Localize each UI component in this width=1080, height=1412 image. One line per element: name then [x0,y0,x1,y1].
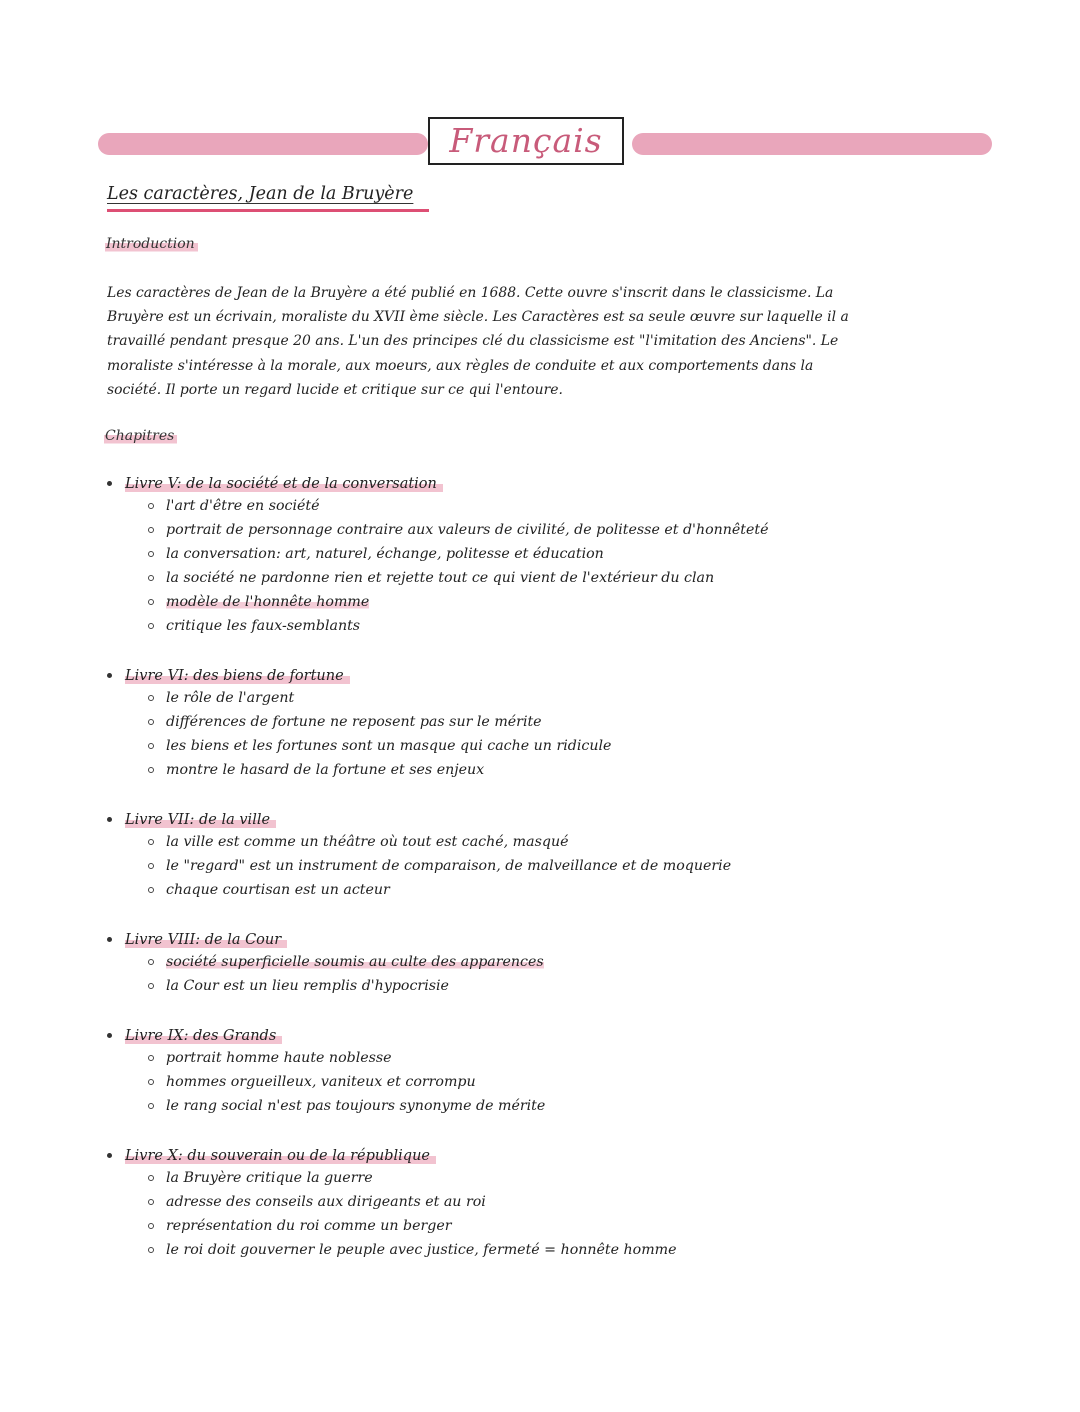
circle-bullet-icon [148,1103,154,1109]
list-item [147,1190,677,1214]
subject-title: Français [449,121,603,160]
circle-bullet-icon [148,1247,154,1253]
chapter-title: Livre VIII: de la Cour [125,930,287,950]
list-item [147,1166,677,1190]
list-item [147,1070,545,1094]
banner-bar-left [98,133,428,155]
intro-line: société. Il porte un regard lucide et critique sur ce qui l'entoure. [107,381,563,398]
item-text: la Bruyère critique la guerre [166,1170,373,1186]
list-item [147,734,611,758]
item-text: l'art d'être en société [166,498,320,514]
chapter-title: Livre VII: de la ville [125,810,276,830]
circle-bullet-icon [148,695,154,701]
circle-bullet-icon [148,743,154,749]
circle-bullet-icon [148,623,154,629]
item-text: la Cour est un lieu remplis d'hypocrisie [166,978,449,994]
list-item [147,1238,677,1262]
item-text: critique les faux-semblants [166,618,361,634]
title-underline [107,209,429,212]
introduction-heading: Introduction [105,235,198,253]
item-text: le roi doit gouverner le peuple avec justice, fermeté = honnête homme [166,1242,677,1258]
circle-bullet-icon [148,887,154,893]
item-text: le "regard" est un instrument de comparaison, de malveillance et de moquerie [166,858,732,874]
item-text: modèle de l'honnête homme [166,594,370,610]
chapter-items [147,830,731,902]
document-title: Les caractères, Jean de la Bruyère [107,184,414,204]
circle-bullet-icon [148,527,154,533]
bullet-icon [107,937,112,942]
circle-bullet-icon [148,1223,154,1229]
item-text: la conversation: art, naturel, échange, politesse et éducation [166,546,604,562]
list-item [147,710,611,734]
item-text: chaque courtisan est un acteur [166,882,390,898]
introduction-paragraph [107,281,987,402]
circle-bullet-icon [148,767,154,773]
circle-bullet-icon [148,1175,154,1181]
circle-bullet-icon [148,599,154,605]
list-item [147,878,731,902]
list-item [147,542,769,566]
item-text: adresse des conseils aux dirigeants et au roi [166,1194,486,1210]
list-item [147,1046,545,1070]
circle-bullet-icon [148,839,154,845]
bullet-icon [107,1033,112,1038]
circle-bullet-icon [148,575,154,581]
list-item [147,590,769,614]
chapter-items [147,1166,677,1262]
chapter-items [147,1046,545,1118]
chapter-title: Livre VI: des biens de fortune [125,666,350,686]
circle-bullet-icon [148,1079,154,1085]
bullet-icon [107,817,112,822]
circle-bullet-icon [148,1055,154,1061]
chapter-items [147,950,544,998]
list-item [147,566,769,590]
item-text: représentation du roi comme un berger [166,1218,452,1234]
list-item [147,950,544,974]
list-item [147,758,611,782]
bullet-icon [107,673,112,678]
item-text: montre le hasard de la fortune et ses enjeux [166,762,485,778]
intro-line: Les caractères de Jean de la Bruyère a été publié en 1688. Cette ouvre s'inscrit dans le classicisme. La [107,285,834,301]
list-item [147,686,611,710]
circle-bullet-icon [148,551,154,557]
subject-title-box [428,117,624,165]
item-text: différences de fortune ne reposent pas sur le mérite [166,714,542,730]
list-item [147,974,544,998]
item-text: le rang social n'est pas toujours synonyme de mérite [166,1098,546,1114]
item-text: la société ne pardonne rien et rejette tout ce qui vient de l'extérieur du clan [166,570,715,586]
circle-bullet-icon [148,503,154,509]
list-item [147,494,769,518]
chapter-title: Livre V: de la société et de la conversation [125,474,443,494]
list-item [147,1214,677,1238]
item-text: hommes orgueilleux, vaniteux et corrompu [166,1074,476,1090]
list-item [147,1094,545,1118]
banner-bar-right [632,133,992,155]
circle-bullet-icon [148,863,154,869]
list-item [147,518,769,542]
list-item [147,830,731,854]
bullet-icon [107,481,112,486]
chapter-title: Livre IX: des Grands [125,1026,282,1046]
chapter-title: Livre X: du souverain ou de la république [125,1146,436,1166]
circle-bullet-icon [148,719,154,725]
circle-bullet-icon [148,983,154,989]
item-text: société superficielle soumis au culte des apparences [166,954,544,970]
item-text: les biens et les fortunes sont un masque qui cache un ridicule [166,738,612,754]
intro-line: travaillé pendant presque 20 ans. L'un des principes clé du classicisme est "l'imitation des Anciens". Le [107,333,839,350]
chapter-items [147,494,769,638]
item-text: portrait de personnage contraire aux valeurs de civilité, de politesse et d'honnêteté [166,522,769,538]
bullet-icon [107,1153,112,1158]
circle-bullet-icon [148,1199,154,1205]
chapters-heading: Chapitres [104,427,177,445]
list-item [147,854,731,878]
item-text: la ville est comme un théâtre où tout est caché, masqué [166,834,569,850]
list-item [147,614,769,638]
item-text: portrait homme haute noblesse [166,1050,392,1066]
item-text: le rôle de l'argent [166,690,295,706]
intro-line: moraliste s'intéresse à la morale, aux moeurs, aux règles de conduite et aux comportements dans la [107,357,814,374]
intro-line: Bruyère est un écrivain, moraliste du XVII ème siècle. Les Caractères est sa seule œuvre sur laquelle il a [107,309,849,326]
circle-bullet-icon [148,959,154,965]
chapter-items [147,686,611,782]
